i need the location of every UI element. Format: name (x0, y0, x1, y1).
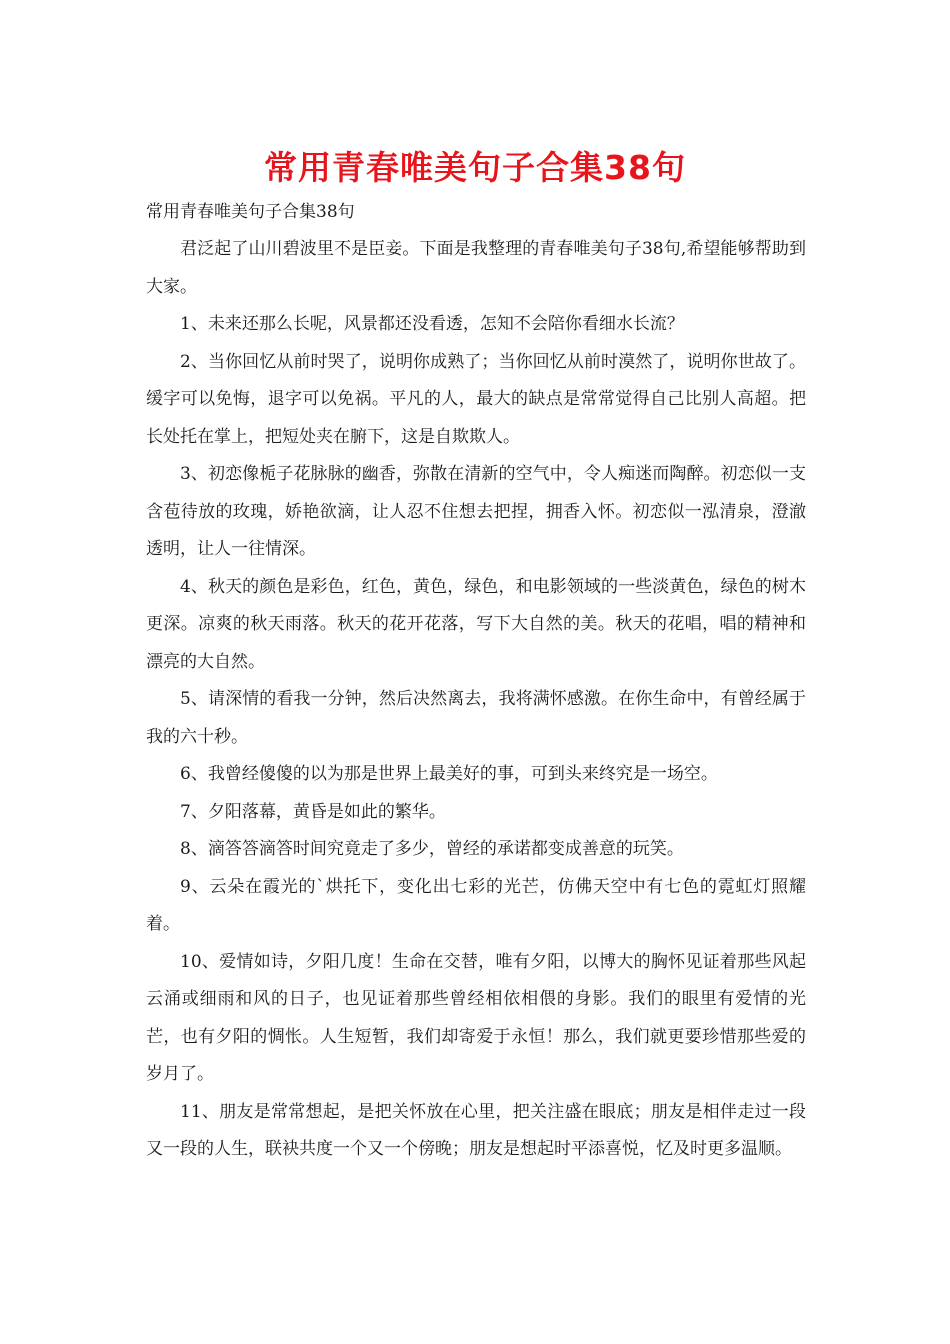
sentence-item: 7、夕阳落幕，黄昏是如此的繁华。 (180, 801, 446, 822)
sentence-item: 10、爱情如诗，夕阳几度！生命在交替，唯有夕阳，以博大的胸怀见证着那些风起云涌或细雨和风的日子，也见证着那些曾经相依相偎的身影。我们的眼里有爱情的光芒，也有夕阳的惆怅。人生短暂，我们却寄爱于永恒！那么，我们就更要珍惜那些爱的岁月了。 (146, 951, 806, 1084)
sentence-item: 2、当你回忆从前时哭了，说明你成熟了；当你回忆从前时漠然了，说明你世故了。缓字可以免悔，退字可以免祸。平凡的人，最大的缺点是常常觉得自己比别人高超。把长处托在掌上，把短处夹在腑下，这是自欺欺人。 (146, 351, 806, 447)
intro-paragraph: 君泛起了山川碧波里不是臣妾。下面是我整理的青春唯美句子38句,希望能够帮助到大家。 (146, 239, 806, 297)
page-title: 常用青春唯美句子合集38句 (264, 148, 686, 187)
sentence-item: 1、未来还那么长呢，风景都还没看透，怎知不会陪你看细水长流？ (180, 314, 684, 334)
sentence-item: 5、请深情的看我一分钟，然后决然离去，我将满怀感激。在你生命中，有曾经属于我的六十秒。 (146, 689, 806, 747)
document-body (146, 231, 806, 1169)
document-subtitle: 常用青春唯美句子合集38句 (146, 202, 355, 222)
sentence-item: 4、秋天的颜色是彩色，红色，黄色，绿色，和电影领域的一些淡黄色，绿色的树木更深。凉爽的秋天雨落。秋天的花开花落，写下大自然的美。秋天的花唱，唱的精神和漂亮的大自然。 (146, 576, 806, 672)
sentence-item: 8、滴答答滴答时间究竟走了多少，曾经的承诺都变成善意的玩笑。 (180, 839, 684, 859)
sentence-item: 11、朋友是常常想起，是把关怀放在心里，把关注盛在眼底；朋友是相伴走过一段又一段的人生，联袂共度一个又一个傍晚；朋友是想起时平添喜悦，忆及时更多温顺。 (146, 1101, 806, 1159)
sentence-item: 9、云朵在霞光的`烘托下，变化出七彩的光芒，仿佛天空中有七色的霓虹灯照耀着。 (146, 876, 806, 934)
sentence-item: 3、初恋像栀子花脉脉的幽香，弥散在清新的空气中，令人痴迷而陶醉。初恋似一支含苞待放的玫瑰，娇艳欲滴，让人忍不住想去把捏，拥香入怀。初恋似一泓清泉，澄澈透明，让人一往情深。 (146, 464, 806, 559)
sentence-item: 6、我曾经傻傻的以为那是世界上最美好的事，可到头来终究是一场空。 (180, 764, 718, 784)
